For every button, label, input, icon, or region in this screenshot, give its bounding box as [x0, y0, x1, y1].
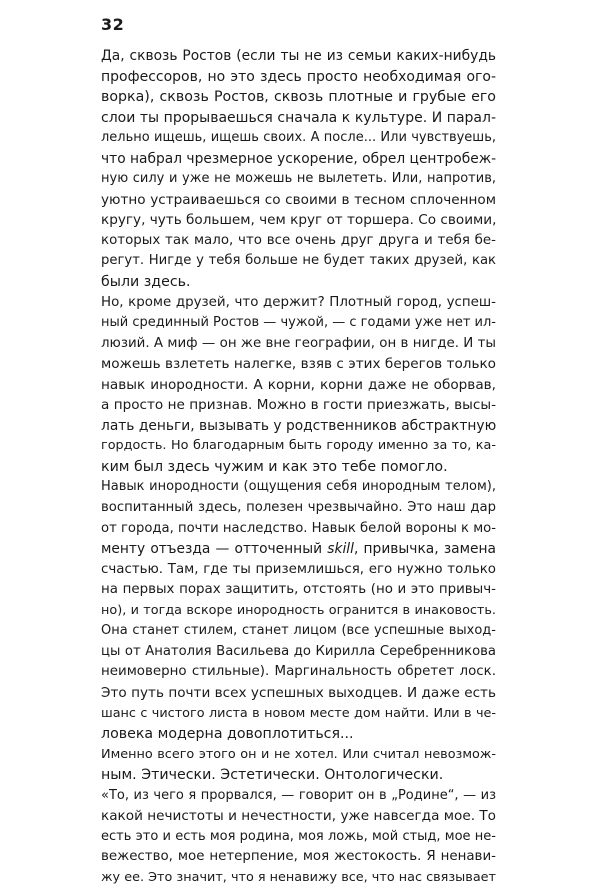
italic-word: skill: [327, 541, 354, 558]
text-line: регут. Нигде у тебя больше не будет таких друзей, как: [101, 253, 496, 269]
text-line: слои ты прорываешься сначала к культуре. И парал-: [101, 109, 496, 126]
text-line: жу ее. Это значит, что я ненавижу все, что нас связывает: [101, 869, 496, 885]
text-line: Она станет стилем, станет лицом (все успешные выход-: [101, 623, 496, 639]
text-line: были здесь.: [101, 274, 191, 291]
text-line: от города, почти наследство. Навык белой вороны к мо-: [101, 520, 496, 536]
text-line: лать деньги, вызывать у родственников абстрактную: [101, 417, 496, 434]
text-line: Навык инородности (ощущения себя инородным телом),: [101, 479, 496, 495]
text-line: какой нечистоты и нечестности, уже навсегда мое. То: [101, 808, 496, 825]
page-number: 32: [101, 15, 125, 34]
text-line: ворка), сквозь Ростов, сквозь плотные и грубые его: [101, 89, 496, 106]
text-line: люзий. А миф — он же вне географии, он в нигде. И ты: [101, 335, 496, 351]
text-line: Это путь почти всех успешных выходцев. И даже есть: [101, 684, 496, 701]
text-line: есть это и есть моя родина, моя ложь, мой стыд, мое не-: [101, 828, 496, 844]
text-line: которых так мало, что все очень друг друга и тебя бе-: [101, 232, 496, 248]
text-line: уютно устраиваешься со своими в тесном сплоченном: [101, 191, 496, 208]
text-line: Да, сквозь Ростов (если ты не из семьи каких-нибудь: [101, 48, 496, 64]
text-line: неимоверно стильные). Маргинальность обретет лоск.: [101, 664, 496, 680]
text-line: ным. Этически. Эстетически. Онтологически.: [101, 767, 444, 784]
text-line: шанс с чистого листа в новом месте дом найти. Или в че-: [101, 705, 496, 721]
text-line: что набрал чрезмерное ускорение, обрел центробеж-: [101, 150, 496, 167]
text-line: лельно ищешь, ищешь своих. А после... Или чувствуешь,: [101, 130, 496, 146]
text-line: профессоров, но это здесь просто необходимая ого-: [101, 68, 496, 85]
text-line: ким был здесь чужим и как это тебе помогло.: [101, 458, 448, 475]
text-line: «То, из чего я прорвался, — говорит он в „Родине“, — из: [101, 787, 496, 803]
text-line: ный срединный Ростов — чужой, — с годами уже нет ил-: [101, 315, 496, 331]
text-line: вежество, мое нетерпение, моя жестокость. Я ненави-: [101, 849, 496, 865]
text-line: гордость. Но благодарным быть городу именно за то, ка-: [101, 438, 496, 454]
text-line: воспитанный здесь, полезен чрезвычайно. Это наш дар: [101, 500, 496, 516]
text-line: навык инородности. А корни, корни даже не оборвав,: [101, 376, 496, 393]
text-line: ную силу и уже не можешь не вылететь. Или, напротив,: [101, 171, 496, 187]
text-line: можешь взлететь налегке, взяв с этих берегов только: [101, 356, 496, 373]
text-line: но), и тогда вскоре инородность огранится в инаковость.: [101, 602, 496, 618]
text-line: Но, кроме друзей, что держит? Плотный город, успеш-: [101, 294, 496, 310]
text-line: ловека модерна довоплотиться...: [101, 726, 354, 743]
text-line: менту отъезда — отточенный skill, привычка, замена: [101, 541, 496, 558]
body-text: [101, 46, 496, 888]
text-line: а просто не признав. Можно в гости приезжать, высы-: [101, 397, 496, 414]
text-line: цы от Анатолия Васильева до Кирилла Серебренникова: [101, 643, 496, 659]
text-line: Именно всего этого он и не хотел. Или считал невозмож-: [101, 746, 496, 762]
text-line: на первых порах защитить, отстоять (но и это привыч-: [101, 582, 496, 598]
text-line: кругу, чуть большем, чем круг от торшера. Со своими,: [101, 212, 496, 229]
text-line: счастью. Там, где ты приземлишься, его нужно только: [101, 561, 496, 577]
